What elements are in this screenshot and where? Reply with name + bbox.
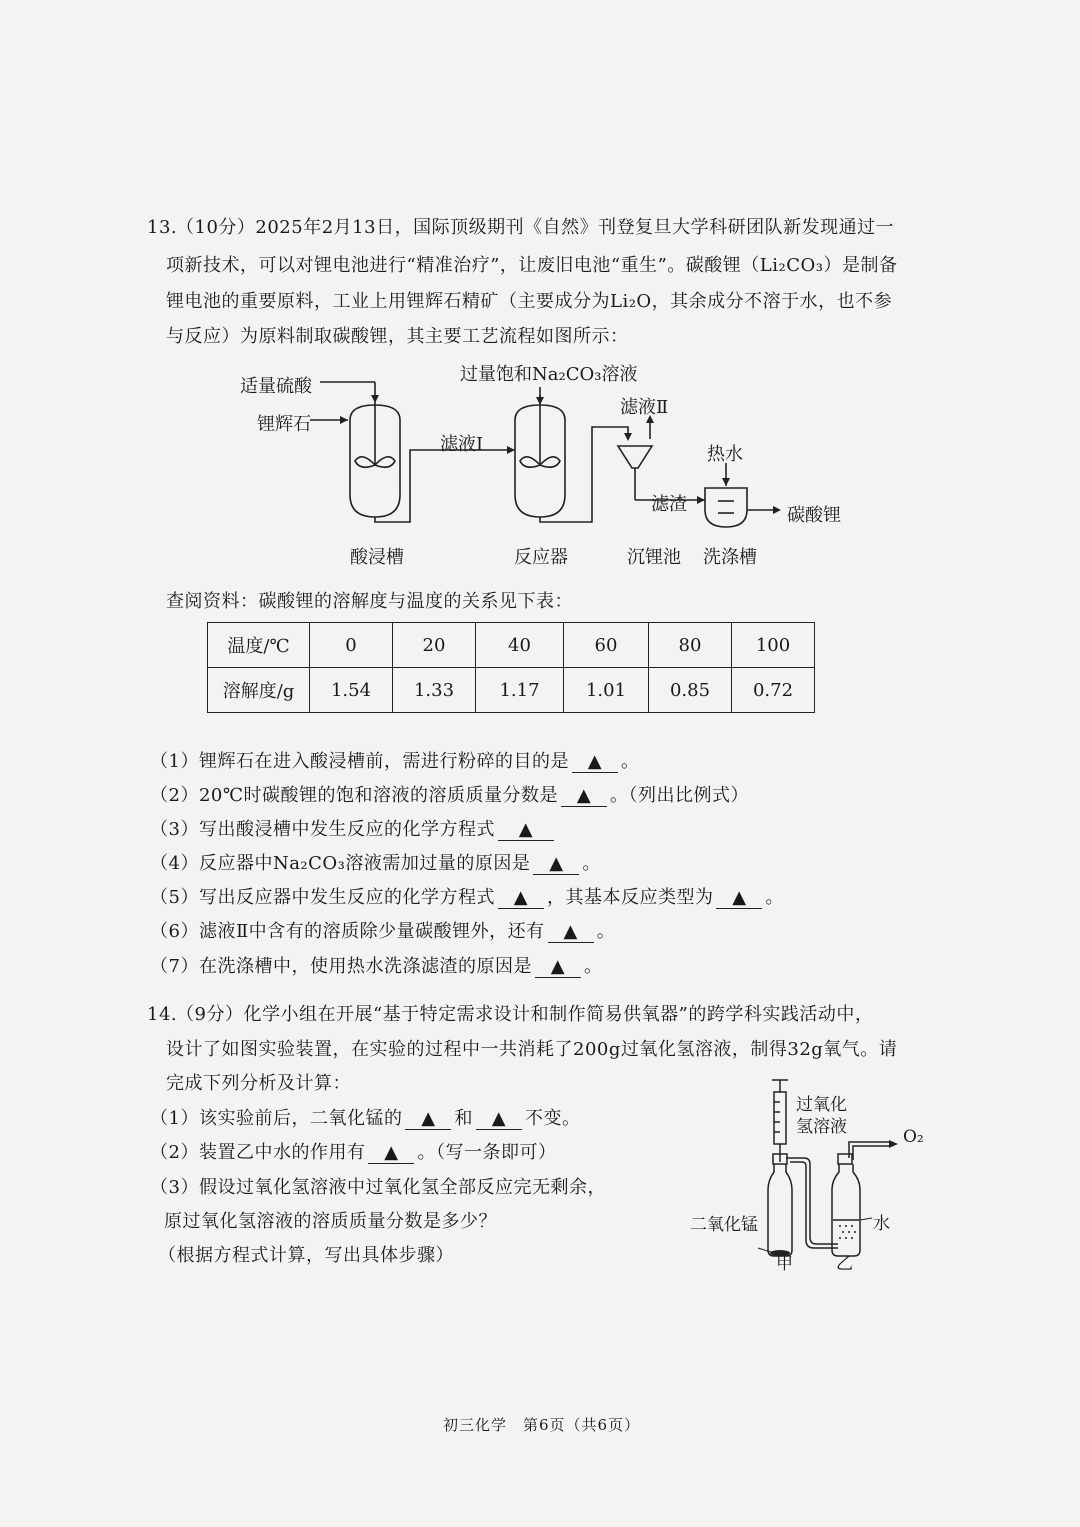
q14-sub-3-line-2: 原过氧化氢溶液的溶质质量分数是多少？	[164, 1211, 497, 1232]
q13-sub-7-text: （7）在洗涤槽中，使用热水洗涤滤渣的原因是	[150, 956, 532, 977]
table-row-temperature	[208, 623, 815, 668]
q14-sub-1-post: 不变。	[524, 1108, 581, 1129]
q13-sub-6	[150, 920, 615, 944]
label-mno2: 二氧化锰	[690, 1215, 758, 1235]
table-cell: 1.54	[310, 668, 393, 713]
q13-sub-4-text: （4）反应器中Na₂CO₃溶液需加过量的原因是	[150, 853, 531, 874]
q13-sub-5-text: （5）写出反应器中发生反应的化学方程式	[150, 887, 495, 908]
q14-sub-2-post: 。（写一条即可）	[417, 1142, 557, 1163]
label-spodumene: 锂辉石	[257, 414, 311, 435]
q13-line-4: 与反应）为原料制取碳酸锂，其主要工艺流程如图所示：	[166, 326, 629, 347]
table-cell: 1.01	[564, 668, 649, 713]
label-reactor: 反应器	[514, 547, 568, 568]
q13-sub-7	[150, 955, 602, 979]
q13-sub-1-text: （1）锂辉石在进入酸浸槽前，需进行粉碎的目的是	[150, 751, 569, 772]
solubility-table	[207, 622, 815, 713]
q13-sub-6-post: 。	[596, 921, 616, 942]
answer-blank[interactable]: ▲	[498, 888, 544, 909]
q13-sub-7-post: 。	[583, 956, 603, 977]
label-yi: 乙	[836, 1254, 853, 1274]
table-cell: 100	[732, 623, 815, 668]
q13-sub-1	[150, 750, 639, 774]
process-flow-diagram	[230, 355, 870, 575]
q14-sub-2	[150, 1141, 556, 1165]
q13-sub-5	[150, 886, 784, 910]
label-h2o2-1: 过氧化	[796, 1095, 847, 1115]
q13-line-3: 锂电池的重要原料，工业上用锂辉石精矿（主要成分为Li₂O，其余成分不溶于水，也不参	[166, 291, 893, 312]
q13-sub-3	[150, 818, 557, 842]
q14-sub-1-text: （1）该实验前后，二氧化锰的	[150, 1108, 403, 1129]
q13-sub-2	[150, 784, 749, 808]
label-hot-water: 热水	[707, 444, 743, 465]
label-jia: 甲	[776, 1254, 793, 1274]
q14-number: 14.	[147, 1004, 178, 1025]
table-cell: 20	[393, 623, 476, 668]
q13-sub-4	[150, 852, 601, 876]
label-precipitation-pool: 沉锂池	[627, 547, 681, 568]
answer-blank[interactable]: ▲	[716, 888, 762, 909]
q14-line-3: 完成下列分析及计算：	[166, 1073, 351, 1094]
label-h2o2-2: 氢溶液	[796, 1117, 847, 1137]
q13-number: 13.	[147, 217, 178, 238]
label-filtrate-1: 滤液Ⅰ	[440, 434, 484, 455]
q13-sub-5-mid: ，其基本反应类型为	[546, 887, 714, 908]
table-cell: 0	[310, 623, 393, 668]
q13-sub-2-post: 。（列出比例式）	[610, 785, 749, 806]
q14-sub-3-line-3: （根据方程式计算，写出具体步骤）	[158, 1245, 454, 1266]
table-cell: 60	[564, 623, 649, 668]
label-filtrate-2: 滤液Ⅱ	[620, 397, 669, 418]
answer-blank[interactable]: ▲	[405, 1109, 451, 1130]
label-residue: 滤渣	[651, 494, 687, 515]
q13-sub-1-post: 。	[620, 751, 640, 772]
q14-sub-3-line-1: （3）假设过氧化氢溶液中过氧化氢全部反应完无剩余，	[150, 1177, 606, 1198]
table-cell: 1.17	[476, 668, 564, 713]
table-cell: 0.85	[649, 668, 732, 713]
table-cell: 80	[649, 623, 732, 668]
table-row-solubility	[208, 668, 815, 713]
table-cell: 0.72	[732, 668, 815, 713]
answer-blank[interactable]: ▲	[548, 922, 594, 943]
label-acid-leach-tank: 酸浸槽	[350, 547, 404, 568]
label-o2: O₂	[903, 1127, 924, 1147]
label-washing-tank: 洗涤槽	[703, 547, 757, 568]
q13-sub-4-post: 。	[582, 853, 601, 874]
table-header-solubility: 溶解度/g	[208, 668, 310, 713]
page-footer: 初三化学 第6页（共6页）	[443, 1416, 641, 1434]
label-lithium-carbonate: 碳酸锂	[787, 505, 841, 526]
q14-sub-1	[150, 1107, 580, 1131]
q14-sub-2-text: （2）装置乙中水的作用有	[150, 1142, 366, 1163]
answer-blank[interactable]: ▲	[535, 957, 581, 978]
table-cell: 1.33	[393, 668, 476, 713]
q13-sub-6-text: （6）滤液Ⅱ中含有的溶质除少量碳酸锂外，还有	[150, 921, 545, 942]
reference-text: 查阅资料：碳酸锂的溶解度与温度的关系见下表：	[166, 591, 573, 612]
answer-blank[interactable]: ▲	[533, 854, 579, 875]
q13-line-2: 项新技术，可以对锂电池进行“精准治疗”，让废旧电池“重生”。碳酸锂（Li₂CO₃）是制备	[166, 255, 898, 276]
label-water: 水	[873, 1214, 890, 1234]
answer-blank[interactable]: ▲	[572, 752, 618, 773]
answer-blank[interactable]: ▲	[368, 1143, 414, 1164]
table-cell: 40	[476, 623, 564, 668]
answer-blank[interactable]: ▲	[498, 820, 554, 841]
q14-line-2: 设计了如图实验装置，在实验的过程中一共消耗了200g过氧化氢溶液，制得32g氧气。请	[166, 1039, 898, 1060]
oxygen-apparatus-diagram	[750, 1072, 950, 1272]
label-sulfuric-acid: 适量硫酸	[240, 376, 312, 397]
q14-sub-1-mid: 和	[454, 1108, 473, 1129]
q14-line-1: （9分）化学小组在开展“基于特定需求设计和制作简易供氧器”的跨学科实践活动中，	[176, 1004, 874, 1025]
answer-blank[interactable]: ▲	[561, 786, 607, 807]
label-na2co3: 过量饱和Na₂CO₃溶液	[460, 364, 638, 385]
q13-line-1: （10分）2025年2月13日，国际顶级期刊《自然》刊登复旦大学科研团队新发现通过一	[176, 217, 895, 238]
q13-sub-2-text: （2）20℃时碳酸锂的饱和溶液的溶质质量分数是	[150, 785, 558, 806]
answer-blank[interactable]: ▲	[476, 1109, 522, 1130]
q13-sub-3-text: （3）写出酸浸槽中发生反应的化学方程式	[150, 819, 495, 840]
q13-sub-5-post: 。	[765, 887, 784, 908]
table-header-temperature: 温度/℃	[208, 623, 310, 668]
